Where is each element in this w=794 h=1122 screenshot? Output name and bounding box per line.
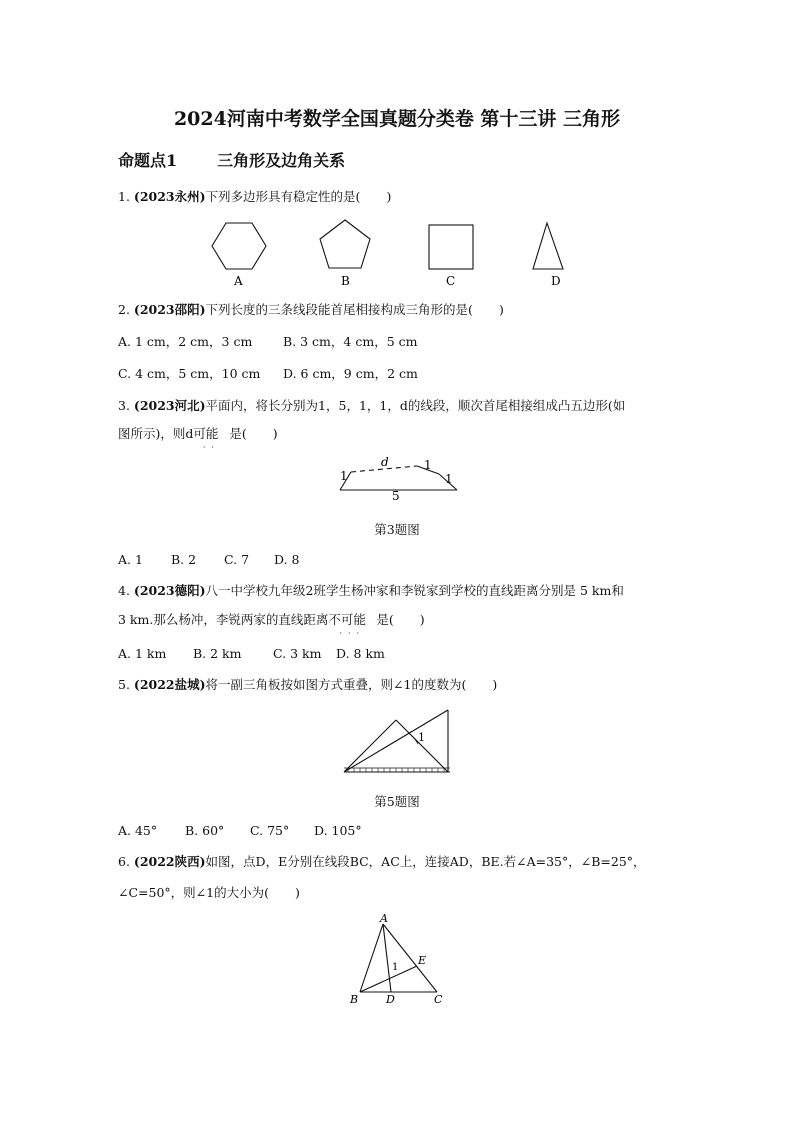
q6-label-c: C [434,993,443,1006]
q3-label-left: 1 [340,469,348,483]
q5-number: 5. [118,677,130,692]
q6-figure [345,908,455,1008]
q4-line2a: 3 km.那么杨冲，李锐两家的直线距离 [118,612,329,627]
q5-options [118,823,362,839]
q1-source: (2023永州) [133,189,206,204]
q2-options-row-2 [118,366,418,382]
segment-ac [383,924,437,992]
question-4-line-2 [118,612,425,638]
square-shape [429,225,473,269]
q6-label-d: D [386,993,395,1006]
segment-ad [383,924,391,992]
q3-line1: 平面内，将长分别为1，5，1，1，d的线段，顺次首尾相接组成凸五边形(如 [205,398,626,413]
question-6 [118,854,646,870]
q5-close: ) [492,677,498,692]
q3-label-top-right: 1 [424,458,432,472]
q6-line1: 如图，点D，E分别在线段BC，AC上，连接AD，BE.若∠A=35°，∠B=25°， [205,854,646,869]
q3-option-c[interactable]: C. 7 [224,552,250,567]
q3-options [118,552,299,568]
q3-line2b: 是( [229,426,247,441]
q5-option-b[interactable]: B. 60° [185,823,225,838]
q4-line2b: 是( [376,612,394,627]
q2-option-a[interactable]: A. 1 cm，2 cm，3 cm [118,334,253,349]
q1-number: 1. [118,189,130,204]
q6-label-angle-1: 1 [392,962,399,973]
q1-label-b: B [341,274,350,288]
q2-options-row-1 [118,334,417,350]
q4-number: 4. [118,583,130,598]
q1-label-a: A [234,274,243,288]
q3-close: ) [272,426,278,441]
hexagon-shape [212,223,266,269]
q6-number: 6. [118,854,130,869]
q6-label-a: A [380,912,388,925]
question-6-line-2 [118,885,300,901]
q3-option-d[interactable]: D. 8 [274,552,300,567]
q1-close: ) [386,189,392,204]
q2-number: 2. [118,302,130,317]
q5-caption: 第5题图 [374,794,420,809]
q3-option-a[interactable]: A. 1 [118,552,143,567]
q6-line2: ∠C=50°，则∠1的大小为( [118,885,269,900]
question-2 [118,302,504,318]
q2-option-d[interactable]: D. 6 cm，9 cm，2 cm [283,366,418,381]
q3-emphasis: 可能 ·· [193,426,220,452]
page-title: 2024河南中考数学全国真题分类卷 第十三讲 三角形 [173,108,621,130]
q2-close: ) [498,302,504,317]
ruler-ticks [348,768,444,772]
q4-source: (2023德阳) [133,583,206,598]
q1-stem: 下列多边形具有稳定性的是( [205,189,361,204]
q1-label-d: D [551,274,561,288]
q3-option-b[interactable]: B. 2 [171,552,197,567]
q2-option-b[interactable]: B. 3 cm，4 cm，5 cm [283,334,418,349]
q5-option-c[interactable]: C. 75° [250,823,290,838]
triangle-shape [533,223,563,269]
q2-option-c[interactable]: C. 4 cm，5 cm，10 cm [118,366,261,381]
segment-ab [360,924,383,992]
q4-option-d[interactable]: D. 8 km [336,646,385,661]
q3-label-d: d [381,455,389,469]
q5-figure [340,706,455,776]
question-4 [118,583,624,599]
q6-close: ) [294,885,300,900]
triangle-30-hypotenuse [344,710,448,772]
question-1 [118,189,391,205]
q4-emphasis: 不可能 ··· [328,612,366,638]
q3-line2a: 图所示)，则d [118,426,194,441]
q5-stem: 将一副三角板按如图方式重叠，则∠1的度数为( [205,677,467,692]
pentagon-shape [320,220,370,268]
q4-close: ) [419,612,425,627]
q5-angle-label: 1 [418,731,425,744]
q2-source: (2023邵阳) [133,302,206,317]
q2-stem: 下列长度的三条线段能首尾相接构成三角形的是( [205,302,473,317]
q4-line1: 八一中学校九年级2班学生杨冲家和李锐家到学校的直线距离分别是 5 km和 [205,583,624,598]
q1-figure [200,215,580,290]
q4-options [118,646,385,662]
question-5 [118,677,497,693]
q5-option-a[interactable]: A. 45° [118,823,158,838]
q5-option-d[interactable]: D. 105° [314,823,362,838]
q3-figure [330,450,470,505]
q3-caption: 第3题图 [374,522,420,537]
q3-label-bottom: 5 [392,489,400,503]
q3-label-right: 1 [445,472,453,486]
q1-label-c: C [446,274,456,288]
triangle-45-right-side [396,720,448,772]
q6-source: (2022陕西) [133,854,206,869]
q5-source: (2022盐城) [133,677,206,692]
q6-label-e: E [418,954,427,967]
question-3-line-2 [118,426,278,452]
q3-number: 3. [118,398,130,413]
section-label: 命题点1 [118,151,178,170]
q4-option-a[interactable]: A. 1 km [118,646,167,661]
section-name: 三角形及边角关系 [217,151,346,170]
q4-option-c[interactable]: C. 3 km [273,646,322,661]
q3-source: (2023河北) [133,398,206,413]
section-heading [118,148,345,171]
q4-option-b[interactable]: B. 2 km [193,646,242,661]
q6-label-b: B [350,993,359,1006]
question-3 [118,398,625,414]
